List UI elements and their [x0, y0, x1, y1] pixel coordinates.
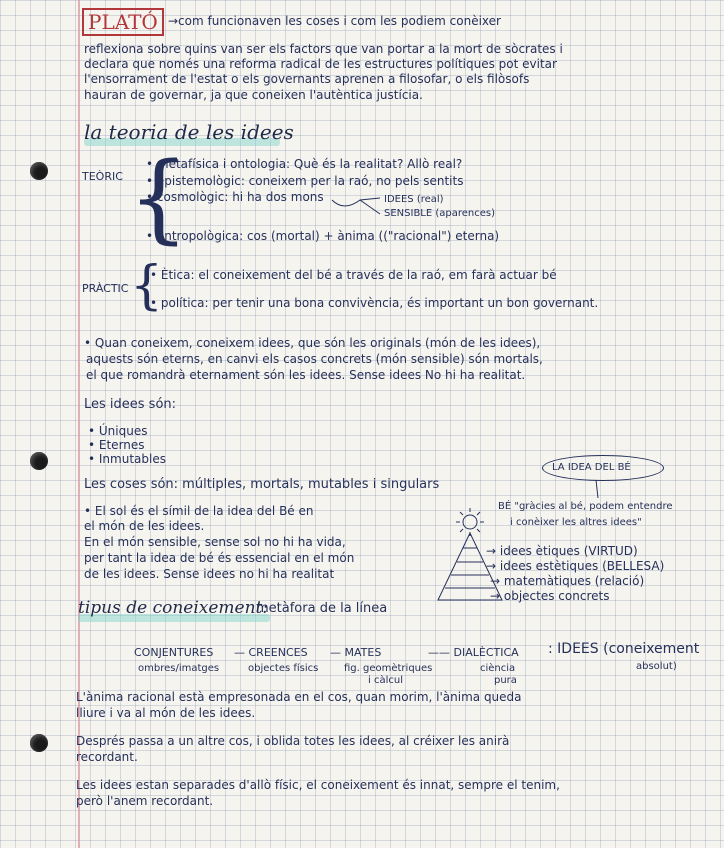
teoric-label: TEÒRIC: [82, 170, 123, 183]
closing-line: Les idees estan separades d'allò físic, el coneixement és innat, sempre el tenim,: [76, 778, 560, 792]
pyramid-level: → idees ètiques (VIRTUD): [486, 544, 638, 558]
idea-property: • Úniques: [88, 424, 148, 438]
closing-line: però l'anem recordant.: [76, 794, 214, 808]
binder-hole: [30, 162, 48, 180]
knowledge-sub: absolut): [636, 661, 677, 672]
pyramid-level: → matemàtiques (relació): [490, 574, 645, 588]
be-note: i conèixer les altres idees": [510, 517, 642, 528]
intro-line: l'ensorrament de l'estat o els governants aprenen a filosofar, o els filòsofs: [84, 72, 530, 86]
idea-property: • Eternes: [88, 438, 145, 452]
intro-line: declara que només una reforma radical de les estructures polítiques pot evitar: [84, 57, 557, 71]
knowledge-level: CONJENTURES: [134, 646, 214, 659]
intro-line: hauran de governar, ja que coneixen l'autèntica justícia.: [84, 88, 423, 102]
sun-line: de les idees. Sense idees no hi ha realitat: [84, 567, 335, 581]
world-ideas: IDEES (real): [384, 194, 444, 205]
knowledge-level: — CREENCES: [234, 646, 308, 659]
sun-line: per tant la idea de bé és essencial en el món: [84, 551, 355, 565]
idea-property: • Inmutables: [88, 452, 166, 466]
ideas-line: • Quan coneixem, coneixem idees, que són les originals (món de les idees),: [84, 336, 541, 350]
teoric-item: • antropològica: cos (mortal) + ànima (("racional") eterna): [146, 229, 500, 243]
brace: {: [130, 256, 164, 316]
knowledge-level: — MATES: [330, 646, 382, 659]
binder-hole: [30, 452, 48, 470]
knowledge-level: : IDEES (coneixement: [548, 641, 700, 657]
section-heading: tipus de coneixement:: [78, 598, 269, 618]
brace: {: [128, 142, 190, 254]
ideas-line: el que romandrà eternament són les idees. Sense idees No hi ha realitat.: [86, 368, 526, 382]
section-subtitle: metàfora de la línea: [256, 601, 388, 616]
practic-label: PRÀCTIC: [82, 282, 129, 295]
margin-line: [78, 0, 80, 848]
idea-be-label: LA IDEA DEL BÉ: [552, 462, 631, 473]
intro-line: reflexiona sobre quins van ser els factors que van portar a la mort de sòcrates i: [84, 42, 563, 56]
knowledge-sub: objectes físics: [248, 663, 319, 674]
knowledge-sub: ombres/imatges: [138, 663, 220, 674]
title-note: →com funcionaven les coses i com les podiem conèixer: [168, 14, 501, 28]
sun-line: En el món sensible, sense sol no hi ha vida,: [84, 535, 346, 549]
ideas-are-label: Les idees són:: [84, 397, 177, 412]
sun-line: • El sol és el símil de la idea del Bé en: [84, 504, 314, 518]
pyramid-level: → objectes concrets: [490, 589, 610, 603]
teoric-item: • cosmològic: hi ha dos mons: [146, 190, 324, 204]
teoric-item: • metafísica i ontologia: Què és la realitat? Allò real?: [146, 157, 463, 171]
closing-line: L'ànima racional està empresonada en el cos, quan morim, l'ànima queda: [76, 690, 522, 704]
section-heading: la teoria de les idees: [84, 120, 294, 144]
knowledge-sub: i càlcul: [368, 675, 403, 686]
ideas-line: aquests són eterns, en canvi els casos concrets (món sensible) són mortals,: [86, 352, 543, 366]
closing-line: recordant.: [76, 750, 138, 764]
world-sensible: SENSIBLE (aparences): [384, 208, 496, 219]
be-note: BÉ "gràcies al bé, podem entendre: [498, 501, 673, 512]
sun-line: el món de les idees.: [84, 519, 205, 533]
practic-item: • Ètica: el coneixement del bé a través de la raó, em farà actuar bé: [150, 268, 557, 282]
things-line: Les coses són: múltiples, mortals, mutables i singulars: [84, 477, 440, 492]
knowledge-level: —— DIALÈCTICA: [428, 646, 519, 659]
knowledge-sub: ciència: [480, 663, 516, 674]
sun-icon: [456, 508, 484, 536]
page-title: PLATÓ: [82, 8, 164, 36]
pyramid-level: → idees estètiques (BELLESA): [486, 559, 665, 573]
closing-line: Després passa a un altre cos, i oblida totes les idees, al créixer les anirà: [76, 734, 510, 748]
worlds-arrows: [330, 194, 386, 220]
binder-hole: [30, 734, 48, 752]
teoric-item: • epistemològic: coneixem per la raó, no pels sentits: [146, 174, 464, 188]
bubble-arrow: [586, 478, 606, 500]
practic-item: • política: per tenir una bona convivència, és important un bon governant.: [150, 296, 599, 310]
knowledge-sub: pura: [494, 675, 517, 686]
knowledge-sub: fig. geomètriques: [344, 663, 433, 674]
closing-line: lliure i va al món de les idees.: [76, 706, 256, 720]
